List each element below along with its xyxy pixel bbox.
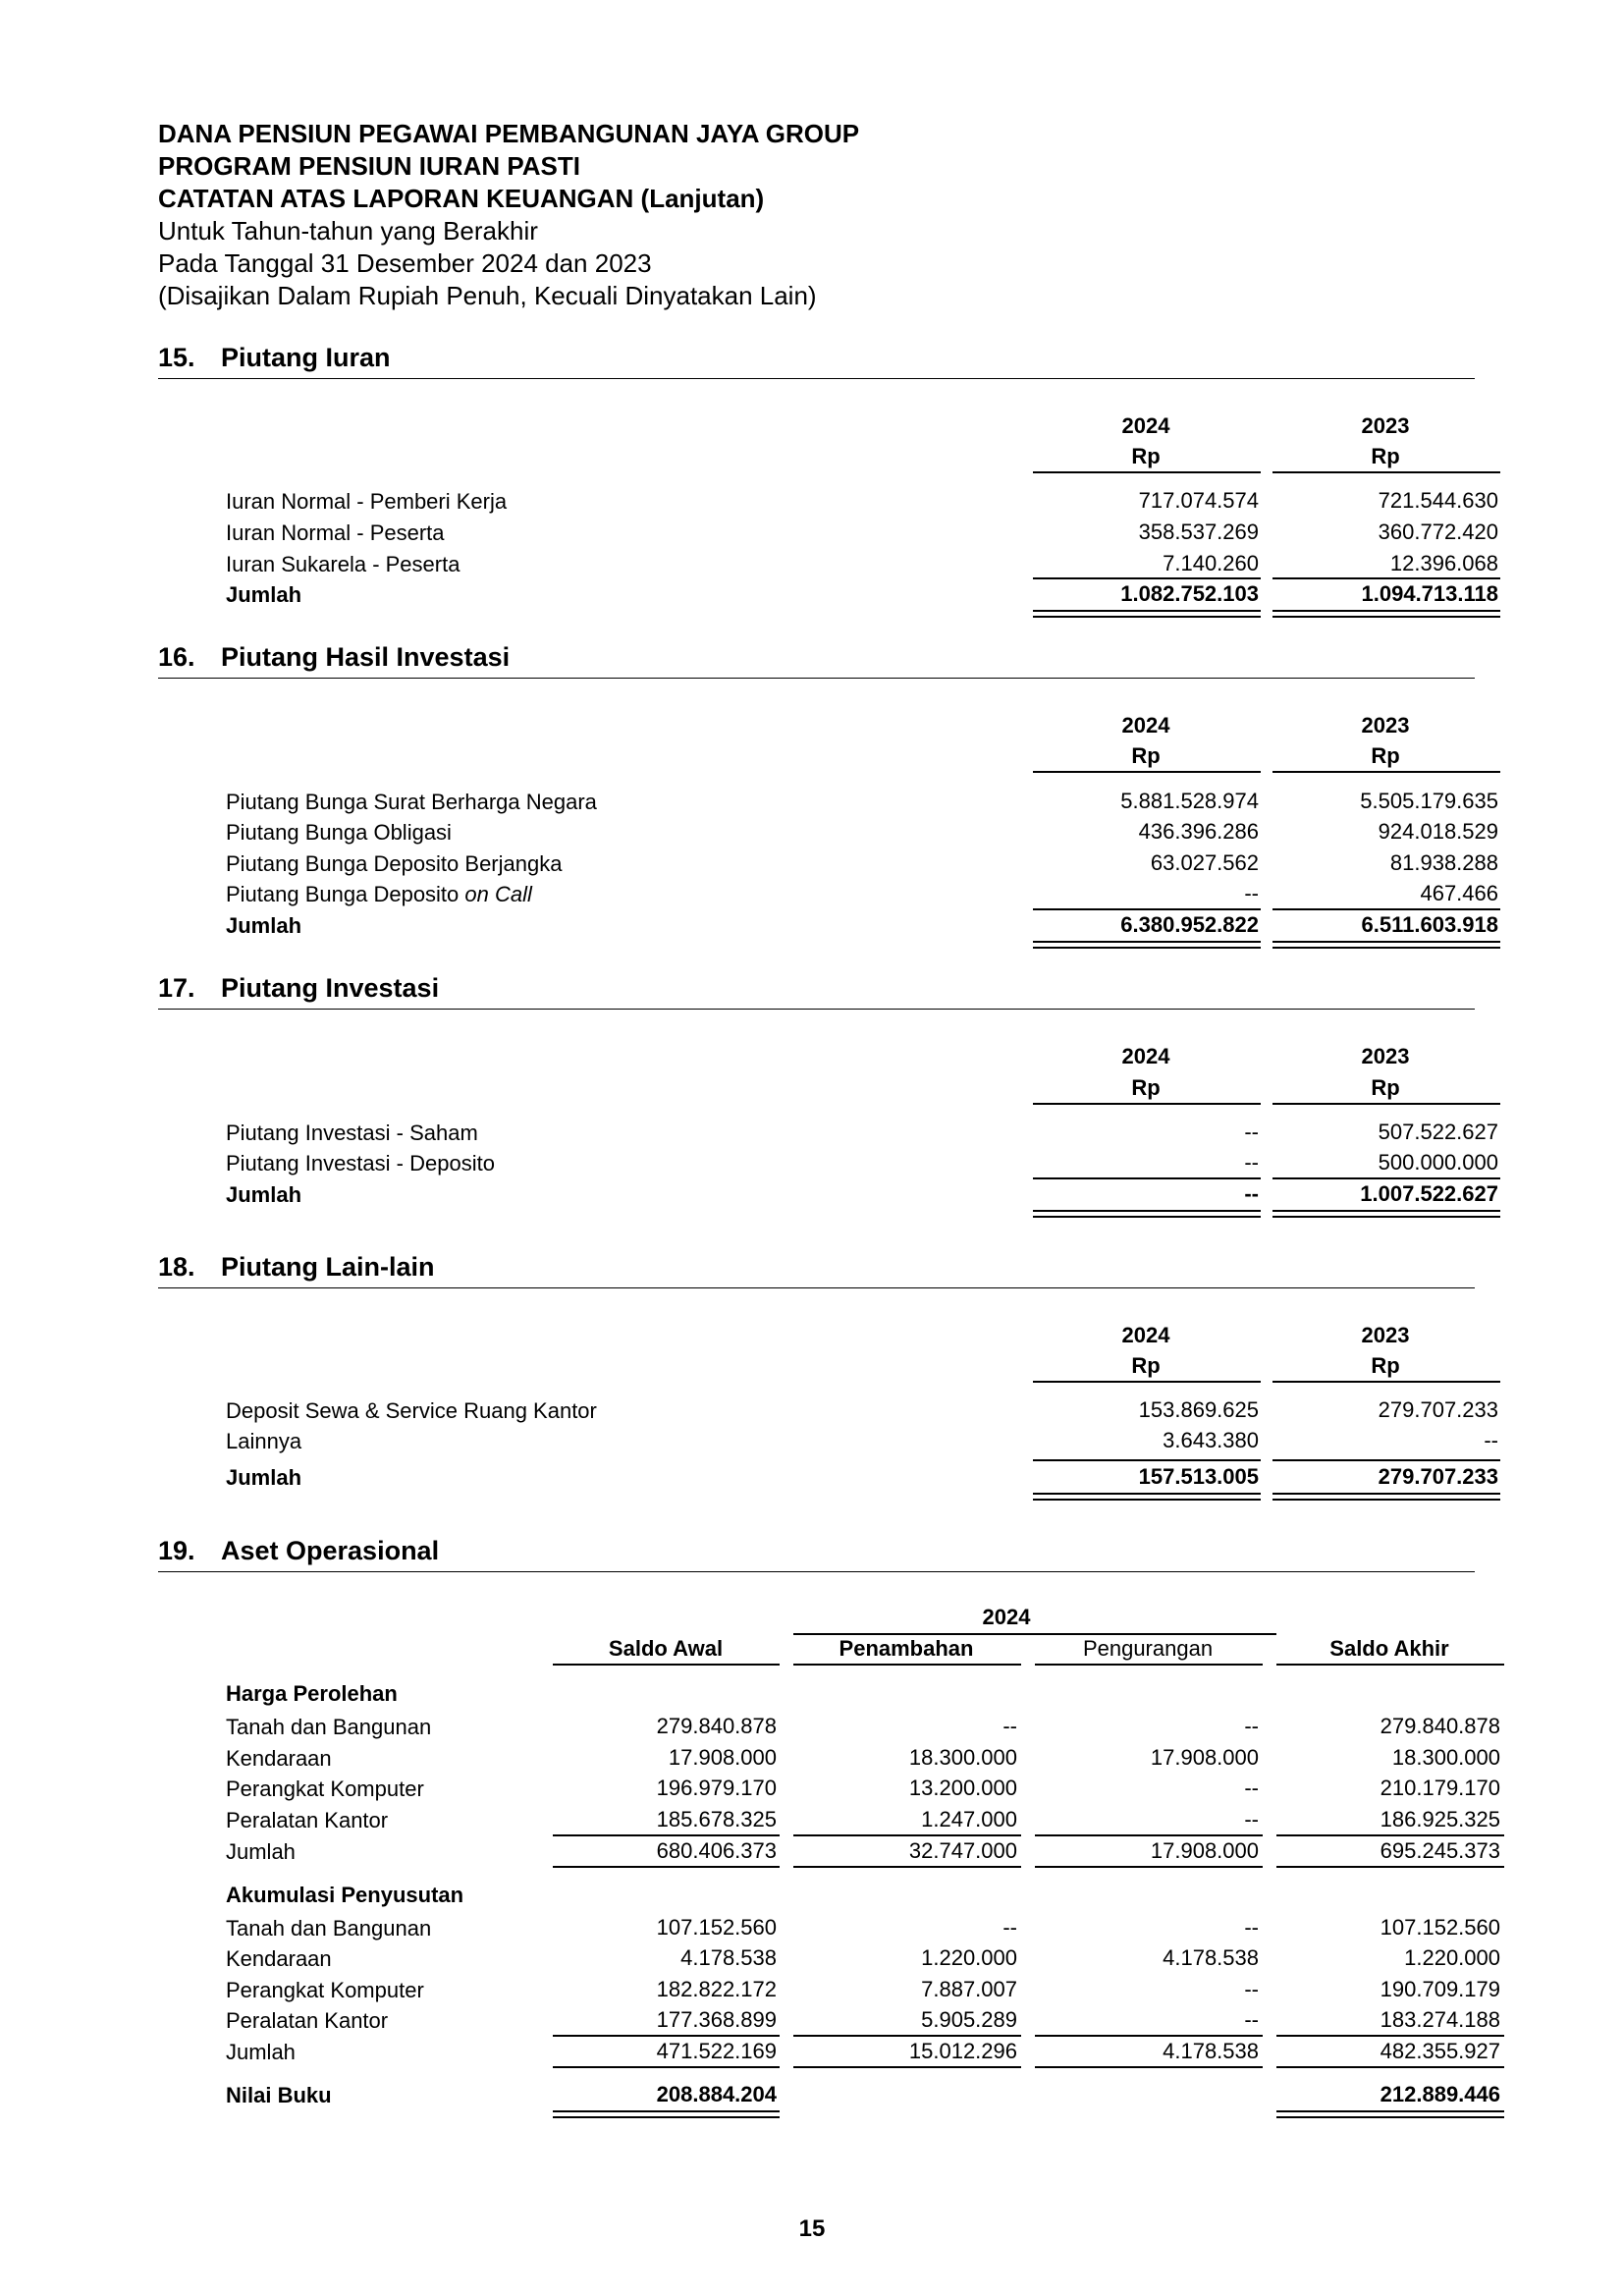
row-value-2023: 500.000.000 [1378, 1150, 1498, 1175]
header-underline [1272, 1381, 1500, 1383]
subtotal-pengurangan: 4.178.538 [1163, 2039, 1259, 2063]
subtotal-underline [1035, 1866, 1263, 1868]
col-year-2023: 2023 [1361, 1044, 1410, 1068]
row-value-2024: 358.537.269 [1138, 519, 1259, 544]
row-value-2024: 7.140.260 [1163, 551, 1259, 575]
total-rule [1272, 908, 1500, 910]
period-line-2: Pada Tanggal 31 Desember 2024 dan 2023 [158, 248, 652, 278]
row-label: Iuran Normal - Peserta [226, 520, 445, 545]
row-value-2024: 5.881.528.974 [1120, 789, 1259, 813]
row-value-2023: 721.544.630 [1378, 488, 1498, 513]
double-underline [1272, 941, 1500, 949]
value-saldo-awal: 4.178.538 [680, 1945, 777, 1970]
col-year-2024: 2024 [1121, 1323, 1170, 1347]
double-underline [1272, 1493, 1500, 1501]
section-heading-17 [158, 967, 1475, 1010]
total-value-2023: 279.707.233 [1378, 1464, 1498, 1489]
row-value-2023: 279.707.233 [1378, 1397, 1498, 1422]
row-label: Lainnya [226, 1429, 302, 1453]
book-value-saldo-akhir: 212.889.446 [1380, 2082, 1500, 2106]
row-label: Piutang Bunga Obligasi [226, 820, 452, 845]
group-title-akumulasi-penyusutan: Akumulasi Penyusutan [226, 1883, 464, 1907]
row-label-italic: on Call [464, 882, 532, 906]
total-label: Jumlah [226, 913, 302, 938]
col-currency: Rp [1131, 1353, 1161, 1378]
row-value-2024: -- [1244, 1120, 1259, 1144]
col-currency: Rp [1371, 444, 1400, 468]
row-label: Piutang Investasi - Saham [226, 1121, 478, 1145]
total-rule [793, 2035, 1021, 2037]
value-saldo-akhir: 107.152.560 [1380, 1915, 1500, 1940]
col-year-2023: 2023 [1361, 1323, 1410, 1347]
value-penambahan: 18.300.000 [908, 1745, 1017, 1770]
section-number: 15. [158, 343, 195, 372]
total-rule [1272, 1459, 1500, 1461]
col-saldo-awal: Saldo Awal [608, 1636, 724, 1661]
subtotal-underline [793, 2066, 1021, 2068]
row-label: Perangkat Komputer [226, 1978, 424, 2002]
value-saldo-awal: 107.152.560 [656, 1915, 777, 1940]
value-saldo-awal: 182.822.172 [656, 1977, 777, 2001]
value-saldo-akhir: 1.220.000 [1404, 1945, 1500, 1970]
header-underline [1276, 1664, 1504, 1666]
row-label: Piutang Investasi - Deposito [226, 1151, 495, 1175]
row-label: Iuran Normal - Pemberi Kerja [226, 489, 508, 514]
header-underline [1272, 771, 1500, 773]
double-underline [553, 2110, 780, 2118]
section-title: Aset Operasional [221, 1536, 440, 1565]
row-label: Perangkat Komputer [226, 1777, 424, 1801]
book-value-saldo-awal: 208.884.204 [656, 2082, 777, 2106]
total-rule [1272, 1177, 1500, 1179]
header-underline [793, 1664, 1021, 1666]
row-value-2024: -- [1244, 881, 1259, 905]
total-value-2024: 157.513.005 [1138, 1464, 1259, 1489]
value-penambahan: 5.905.289 [921, 2007, 1017, 2032]
col-saldo-akhir: Saldo Akhir [1329, 1636, 1449, 1661]
row-value-2024: 63.027.562 [1150, 850, 1259, 875]
total-value-2023: 6.511.603.918 [1361, 912, 1498, 937]
value-saldo-akhir: 186.925.325 [1380, 1807, 1500, 1831]
row-label [226, 882, 532, 907]
double-underline [1033, 610, 1261, 618]
org-name: DANA PENSIUN PEGAWAI PEMBANGUNAN JAYA GROUP [158, 119, 860, 148]
total-value-2023: 1.094.713.118 [1361, 581, 1498, 606]
subtotal-underline [1276, 1866, 1504, 1868]
total-value-2023: 1.007.522.627 [1360, 1181, 1498, 1206]
row-value-2023: 81.938.288 [1389, 850, 1498, 875]
value-saldo-awal: 17.908.000 [668, 1745, 777, 1770]
value-pengurangan: 17.908.000 [1150, 1745, 1259, 1770]
subtotal-saldo-akhir: 482.355.927 [1380, 2039, 1500, 2063]
currency-note: (Disajikan Dalam Rupiah Penuh, Kecuali Dinyatakan Lain) [158, 281, 817, 310]
report-header [158, 118, 859, 312]
header-underline [1033, 771, 1261, 773]
book-value-label: Nilai Buku [226, 2083, 332, 2107]
value-saldo-awal: 279.840.878 [656, 1714, 777, 1738]
value-saldo-akhir: 279.840.878 [1380, 1714, 1500, 1738]
row-label: Iuran Sukarela - Peserta [226, 552, 460, 576]
double-underline [1276, 2110, 1504, 2118]
header-underline [553, 1664, 780, 1666]
subtotal-penambahan: 15.012.296 [908, 2039, 1017, 2063]
value-penambahan: -- [1002, 1714, 1017, 1738]
subtotal-saldo-awal: 680.406.373 [656, 1838, 777, 1863]
row-value-2023: -- [1484, 1428, 1498, 1452]
header-underline [1033, 471, 1261, 473]
value-pengurangan: -- [1244, 1776, 1259, 1800]
total-rule [1033, 1177, 1261, 1179]
value-penambahan: 13.200.000 [908, 1776, 1017, 1800]
section-number: 18. [158, 1252, 195, 1282]
double-underline [1033, 941, 1261, 949]
total-rule [793, 1834, 1021, 1836]
row-value-2023: 924.018.529 [1378, 819, 1498, 844]
row-value-2024: 3.643.380 [1163, 1428, 1259, 1452]
value-pengurangan: 4.178.538 [1163, 1945, 1259, 1970]
col-currency: Rp [1131, 743, 1161, 768]
row-label: Kendaraan [226, 1946, 332, 1971]
row-value-2024: 153.869.625 [1138, 1397, 1259, 1422]
section-title: Piutang Iuran [221, 343, 391, 372]
subtotal-underline [793, 1866, 1021, 1868]
total-label: Jumlah [226, 582, 302, 607]
total-rule [1035, 2035, 1263, 2037]
col-currency: Rp [1371, 1075, 1400, 1100]
year-underline [793, 1633, 1276, 1635]
report-title: CATATAN ATAS LAPORAN KEUANGAN (Lanjutan) [158, 184, 765, 213]
section-number: 19. [158, 1536, 195, 1565]
value-penambahan: 1.220.000 [921, 1945, 1017, 1970]
double-underline [1033, 1210, 1261, 1218]
row-value-2024: 717.074.574 [1138, 488, 1259, 513]
row-value-2023: 507.522.627 [1378, 1120, 1498, 1144]
total-rule [553, 1834, 780, 1836]
header-underline [1272, 471, 1500, 473]
subtotal-underline [1276, 2066, 1504, 2068]
total-rule [1033, 1459, 1261, 1461]
subtotal-label: Jumlah [226, 2040, 296, 2064]
row-label: Piutang Bunga Deposito Berjangka [226, 851, 563, 876]
row-value-2023: 467.466 [1420, 881, 1498, 905]
row-value-2024: 436.396.286 [1138, 819, 1259, 844]
period-line-1: Untuk Tahun-tahun yang Berakhir [158, 216, 538, 246]
header-underline [1272, 1103, 1500, 1105]
section-title: Piutang Investasi [221, 973, 440, 1003]
subtotal-penambahan: 32.747.000 [908, 1838, 1017, 1863]
total-value-2024: 6.380.952.822 [1120, 912, 1259, 937]
subtotal-pengurangan: 17.908.000 [1150, 1838, 1259, 1863]
value-saldo-awal: 177.368.899 [656, 2007, 777, 2032]
col-currency: Rp [1131, 444, 1161, 468]
double-underline [1272, 1210, 1500, 1218]
total-rule [1035, 1834, 1263, 1836]
subtotal-saldo-awal: 471.522.169 [656, 2039, 777, 2063]
total-label: Jumlah [226, 1465, 302, 1490]
value-saldo-akhir: 183.274.188 [1380, 2007, 1500, 2032]
total-rule [1033, 577, 1261, 579]
value-saldo-awal: 185.678.325 [656, 1807, 777, 1831]
col-year-2024: 2024 [1121, 413, 1170, 438]
row-value-2023: 12.396.068 [1389, 551, 1498, 575]
value-saldo-awal: 196.979.170 [656, 1776, 777, 1800]
col-penambahan: Penambahan [839, 1636, 974, 1661]
subtotal-saldo-akhir: 695.245.373 [1380, 1838, 1500, 1863]
total-rule [553, 2035, 780, 2037]
total-rule [1276, 2035, 1504, 2037]
subtotal-label: Jumlah [226, 1839, 296, 1864]
row-label: Peralatan Kantor [226, 1808, 389, 1832]
total-rule [1276, 1834, 1504, 1836]
program-name: PROGRAM PENSIUN IURAN PASTI [158, 151, 580, 181]
header-underline [1033, 1103, 1261, 1105]
group-title-harga-perolehan: Harga Perolehan [226, 1681, 398, 1706]
col-currency: Rp [1371, 1353, 1400, 1378]
subtotal-underline [553, 2066, 780, 2068]
col-pengurangan: Pengurangan [1082, 1636, 1214, 1661]
value-pengurangan: -- [1244, 1714, 1259, 1738]
row-label: Kendaraan [226, 1746, 332, 1771]
section-number: 16. [158, 642, 195, 672]
double-underline [1033, 1493, 1261, 1501]
section-heading-18 [158, 1246, 1475, 1288]
row-label: Deposit Sewa & Service Ruang Kantor [226, 1398, 597, 1423]
asset-year: 2024 [982, 1605, 1031, 1629]
section-number: 17. [158, 973, 195, 1003]
col-year-2024: 2024 [1121, 713, 1170, 738]
row-value-2023: 360.772.420 [1378, 519, 1498, 544]
value-pengurangan: -- [1244, 2007, 1259, 2032]
header-underline [1035, 1664, 1263, 1666]
value-pengurangan: -- [1244, 1977, 1259, 2001]
col-year-2023: 2023 [1361, 413, 1410, 438]
row-label-text: Piutang Bunga Deposito [226, 882, 465, 906]
section-heading-15 [158, 337, 1475, 379]
row-value-2023: 5.505.179.635 [1360, 789, 1498, 813]
section-title: Piutang Lain-lain [221, 1252, 435, 1282]
total-label: Jumlah [226, 1182, 302, 1207]
value-pengurangan: -- [1244, 1807, 1259, 1831]
col-currency: Rp [1371, 743, 1400, 768]
subtotal-underline [553, 1866, 780, 1868]
value-saldo-akhir: 18.300.000 [1391, 1745, 1500, 1770]
total-rule [1272, 577, 1500, 579]
value-pengurangan: -- [1244, 1915, 1259, 1940]
total-rule [1033, 908, 1261, 910]
section-heading-19 [158, 1530, 1475, 1572]
total-value-2024: 1.082.752.103 [1120, 581, 1259, 606]
value-penambahan: -- [1002, 1915, 1017, 1940]
section-title: Piutang Hasil Investasi [221, 642, 511, 672]
total-value-2024: -- [1244, 1181, 1259, 1206]
row-label: Peralatan Kantor [226, 2008, 389, 2033]
col-year-2024: 2024 [1121, 1044, 1170, 1068]
value-saldo-akhir: 190.709.179 [1380, 1977, 1500, 2001]
col-currency: Rp [1131, 1075, 1161, 1100]
page-number: 15 [798, 2215, 826, 2242]
value-saldo-akhir: 210.179.170 [1380, 1776, 1500, 1800]
section-heading-16 [158, 636, 1475, 679]
double-underline [1272, 610, 1500, 618]
row-label: Piutang Bunga Surat Berharga Negara [226, 790, 597, 814]
row-label: Tanah dan Bangunan [226, 1916, 432, 1941]
row-value-2024: -- [1244, 1150, 1259, 1175]
col-year-2023: 2023 [1361, 713, 1410, 738]
subtotal-underline [1035, 2066, 1263, 2068]
row-label: Tanah dan Bangunan [226, 1715, 432, 1739]
value-penambahan: 7.887.007 [921, 1977, 1017, 2001]
value-penambahan: 1.247.000 [921, 1807, 1017, 1831]
header-underline [1033, 1381, 1261, 1383]
